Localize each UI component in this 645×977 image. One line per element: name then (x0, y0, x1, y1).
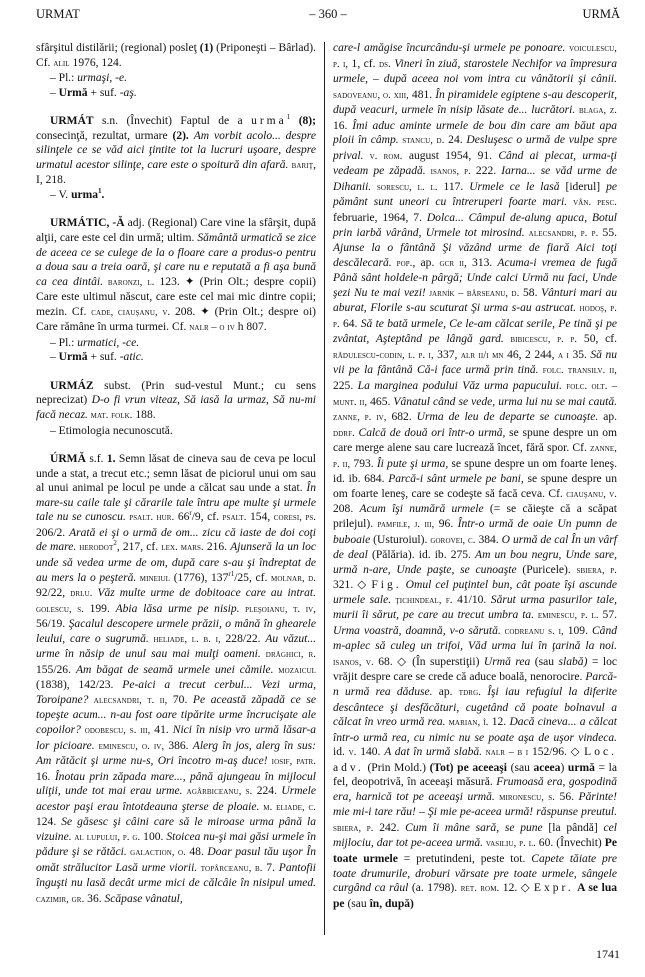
entry-urmat: URMÁT s.n. (Învechit) Faptul de a urma$^1$ (8); consecinţă, rezultat, urmare (2). Am vorbit acolo... despre silinţele ce se văd aici ţintite tot la lucruri uşoare, despre urmatul acestor silinţe, care este o spoitură din afară. bariţ, I, 218. (36, 113, 317, 187)
headword: ÚRMĂ (50, 453, 86, 466)
page-number: 1741 (596, 947, 620, 961)
entry-urmaz: URMÁZ subst. (Prin sud-vestul Munt.; cu sens neprecizat) D-o fi vrun viteaz, Să iasă la urmaz, Să nu-mi facă necaz. mat. folk. 188. (36, 379, 316, 422)
sense-number: 1. (106, 453, 116, 466)
cross-reference-link: urma (71, 188, 99, 201)
entry-continuation: sfârşitul distilării; (regional) posleţ (1) (Priponeşti – Bârlad). Cf. alil 1976, 124. (36, 42, 317, 69)
plural-note: – Pl.: urmaşi, -e. (50, 72, 127, 85)
expression-label: Expr. (533, 882, 574, 895)
etymology-note: – Etimologia necunoscută. (50, 424, 173, 437)
etymology-note: – Urmă + suf. -atic. (50, 351, 144, 364)
running-head (36, 6, 620, 22)
page-marker: – 360 – (309, 7, 347, 21)
entry-urma-continuation: care-l amăgise încurcându-şi urmele pe ponoare. voiculescu, p. i, 1, cf. ds. Vineri în ziuă, starostele Nechifor va împresura urmele, – după aceea noi vom intra cu vânătorii şi cânii. sadoveanu, o. xiii, 481. În piramidele egiptene s-au descoperit, după veacuri, urmele în nisip lăsate de... lucrători. blaga, z. 16. Îmi aduc aminte urmele de bou din care am băut apa ploii în câmp. stancu, d. 24. Desluşesc o urmă de vulpe spre prival. v. rom. august 1954, 91. Când ai plecat, urma-ţi vedeam pe zăpadă. isanos, p. 222. Iarna... se văd urme de Dihanii. sorescu, l. l. 117. Urmele ce le lasă [iderul] pe pământ sunt uneori cu întreruperi foarte mari. vân. pesc. februarie, 1964, 7. Dolca... Câmpul de-alung apuca, Botul prin iarbă vârând, Urmele tot mirosind. alecsandri, p. p. 55. Ajunse la o fântână Şi văzând urme de fiară Aici toţi descălecară. pop., ap. gcr ii, 313. Acuma-i vremea de fugă Până sânt holdele-n pârgă; Unde calci Urmă nu faci, Unde şezi Nu te mai vezi! jarník – bârseanu, d. 58. Vânturi mari au aburat, Florile s-au scuturat Şi urma s-au astrucat. hodoş, p. p. 64. Să te bată urmele, Ce le-am călcat serile, Pe tină şi pe zvântat, Aşteptând pe lângă gard. bibicescu, p. p. 50, cf. rădulescu-codin, l. p. i, 337, alr ii/i mn 46, 2 244, a i 35. Să nu vii pe la fântână Că-i face urmă prin tină. folc. transilv. ii, 225. La marginea podului Văz urma papucului. folc. olt. – munt. ii, 465. Vânatul când se vede, urma lui nu se mai caută. zanne, p. iv, 682. Urma de leu de departe se cunoaşte. ap. ddrf. Calcă de două ori într-o urmă, se spune despre un om care merge alene sau care lucrează încet, fără spor. Cf. zanne, p. ii, 793. Îi pute şi urma, se spune despre un om foarte leneş. id. ib. 684. Parcă-i sânt urmele pe bani, se spune despre un om foarte leneş, care se codeşte să facă ceva. Cf. ciauşanu, v. 208. Acum îşi numără urmele (= se căieşte că a scăpat prilejul). pamfile, j. iii, 96. Într-o urmă de oaie Un pumn de buboaie (Usturoiul). gorovei, c. 384. O urmă de cal În un vârf de deal (Pălăria). id. ib. 275. Am un bou negru, Unde sare, urmă n-are, Unde paşte, se cunoaşte (Puricele). sbiera, p. 321. ◇ Fig. Omul cel puţintel bun, cât poate îşi ascunde urmele sale. ţichindeal, f. 41/10. Sărut urma pasurilor tale, murii îi sărut, pe care au trecut umbra ta. eminescu, p. l. 57. Urma voastră, doamnă, v-o sărută. codreanu s. i, 109. Când m-aplec să culeg un trifoi, Văd urma lui în ţarină la noi. isanos, v. 68. ◇ (În superstiţii) Urmă rea (sau slabă) = loc vrăjit despre care se crede că aduce boală, nenorocire. Parcă-n urmă rea dăduse. ap. tdrg. Îşi iau refugiul la diferite descântece şi desfăcături, cugetând că poate bolnavul a călcat în vreo urmă rea. marian, î. 12. Dacă cineva... a călcat într-o urmă rea, cu nimic nu se poate aşa de uşor vindeca. id. v. 140. A dat în urmă slabă. nalr – b i 152/96. ◇ Loc. adv. (Prin Mold.) (Tot) pe aceeaşi (sau aceea) urmă = la fel, deopotrivă, în aceeaşi măsură. Frumoasă era, gospodină era, harnică tot pe aceeaşi urmă. mironescu, s. 56. Părinte! mie mi-i tare rău! – Şi mie pe-aceea urmă! răspunse preutul. sbiera, p. 242. Cum îi mâne sară, se pune [la pândă] cel mijlociu, dar tot pe-aceea urmă. vasiliu, p. l. 60. (Învechit) Pe toate urmele = pretutindeni, peste tot. Capete tăiate pre toate drumurile, droburi vărsate pre toate urmele, sângele curgând ca râul (a. 1798). ret. rom. 12. ◇ Expr. A se lua pe (sau în, după) (333, 42, 618, 910)
headword: URMÁTIC, -Ă (50, 217, 125, 230)
entry-urma: ÚRMĂ s.f. 1. Semn lăsat de cineva sau de ceva pe locul unde a stat, a trecut etc.; semn lăsat de piciorul unui om sau al unui animal pe locul pe unde a călcat sau unde a stat. În mare-su caile tale şi cărarile tale întru ape multe şi urmele tale nu se cunoscu. psalt. hur. 66$^r$/9, cf. psalt. 154, coresi, ps. 206/2. Arată ei şi o urmă de om... zicu că iaste de doi coţi de mare. herodot$^2$, 217, cf. lex. mars. 216. Ajunseră la un loc unde să vedea urme de om, după care s-au şi îndreptat de au mers la o peşteră. mineiul (1776), $137^{r1}/25$, cf. molnar, d. 92/22, drlu. Văz multe urme de dobitoace care au intrat. golescu, s. 199. Abia lăsa urme pe nisip. pleşoianu, t. iv, 56/19. Şacalul descopere urmele prăzii, o mână în ghearele leului, care o sugrumă. heliade, l. b. i, 228/22. Au văzut... urme în năsip de unul sau mai mulţi oameni. drăghici, r. 155/26. Am băgat de seamă urmele unei cămile. mozaicul (1838), 142/23. Pe-aici a trecut cerbul... Vezi urma, Toroipane? alecsandri, t. ii, 70. Pe această zăpadă ce se topeşte acum... n-au fost oare tipărite urme încrucişate ale copoilor? odobescu, s. iii, 41. Nici în nisip vro urmă lăsar-a lor picioare. eminescu, o. iv, 386. Alerg în jos, alerg în sus: Am rătăcit şi urme nu-s, Ori încotro m-aş duce! iosif, patr. 16. Înotau prin zăpada mare..., până ajungeau în mijlocul uliţii, unde tot mai erau urme. agârbiceanu, s. 224. Urmele acestor paşi erau întotdeauna şterse de ploaie. m. eliade, c. 124. Se găsesc şi câini care să le miroase urma până la vizuine. al lupului, p. g. 100. Stoicea nu-şi mai găsi urmele în pădure şi se rătăci. galaction, o. 48. Doar pasul tău uşor În omăt strălucitor Lasă urme viorii. topârceanu, b. 7. Pantofii înguşti nu lasă decât urme mici de călcâie în nisipul umed. cazimir, gr. 36. Scăpase vânatul, (36, 453, 317, 905)
plural-note: – Pl.: urmatici, -ce. (50, 336, 140, 349)
fig-label: Fig. (371, 579, 402, 592)
left-column (36, 41, 316, 908)
see-also-note: – V. urma$^1$. (50, 186, 105, 201)
right-column (333, 41, 617, 911)
column-divider (324, 42, 325, 935)
headword: URMÁZ (50, 379, 94, 392)
entry-urmatic: URMÁTIC, -Ă adj. (Regional) Care vine la sfârşit, după alţii, care este cel din urmă; ultim. Sământă urmatică se zice de aceea ce se culege de la o floare care a produs-o pentru a doua sau a treia oară, şi care nu e reputată a fi aşa bună ca cea dintâi. baronzi, l. 123. ✦ (Prin Olt.; despre copii) Care este ultimul născut, care este cel mai mic dintre copii; mezin. Cf. cade, ciauşanu, v. 208. ✦ (Prin Olt.; despre oi) Care rămâne în urma turmei. Cf. nalr – o iv h 807. (36, 217, 317, 334)
right-guide-word: URMĂ (582, 7, 620, 21)
headword: URMÁT (50, 115, 94, 128)
locution-label: Loc. adv. (333, 746, 617, 774)
left-guide-word: URMAT (36, 7, 80, 21)
etymology-note: – Urmă + suf. -aş. (50, 86, 137, 99)
